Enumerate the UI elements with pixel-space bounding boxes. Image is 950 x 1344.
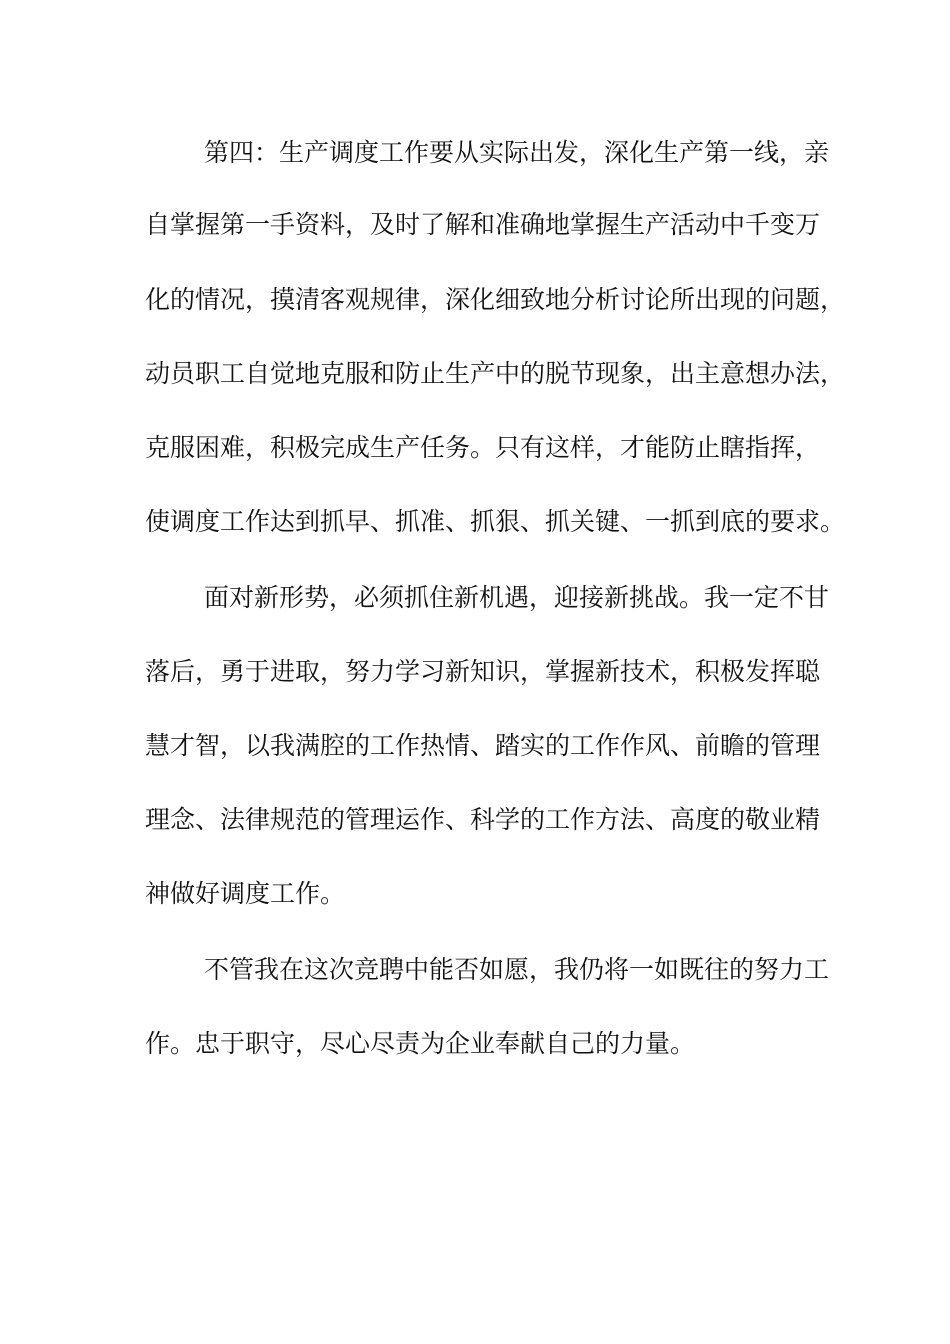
paragraph-1-line-5: 克服困难，积极完成生产任务。只有这样，才能防止瞎指挥，: [145, 433, 821, 462]
paragraph-1-line-3: 化的情况，摸清客观规律，深化细致地分析讨论所出现的问题，: [145, 285, 846, 314]
paragraph-3-line-2: 作。忠于职守，尽心尽责为企业奉献自己的力量。: [145, 1029, 696, 1058]
paragraph-2-line-4: 理念、法律规范的管理运作、科学的工作方法、高度的敬业精: [145, 805, 821, 834]
paragraph-2-line-1: 面对新形势，必须抓住新机遇，迎接新挑战。我一定不甘: [204, 583, 830, 612]
paragraph-1-line-6: 使调度工作达到抓早、抓准、抓狠、抓关键、一抓到底的要求。: [145, 507, 846, 536]
paragraph-2-line-3: 慧才智，以我满腔的工作热情、踏实的工作作风、前瞻的管理: [145, 731, 821, 760]
paragraph-2-line-2: 落后，勇于进取，努力学习新知识，掌握新技术，积极发挥聪: [145, 657, 821, 686]
paragraph-2-line-5: 神做好调度工作。: [145, 879, 346, 908]
paragraph-1-line-4: 动员职工自觉地克服和防止生产中的脱节现象，出主意想办法，: [145, 359, 846, 388]
paragraph-1-line-1: 第四：生产调度工作要从实际出发，深化生产第一线，亲: [204, 138, 830, 167]
paragraph-1-line-2: 自掌握第一手资料，及时了解和准确地掌握生产活动中千变万: [145, 210, 821, 239]
paragraph-3-line-1: 不管我在这次竞聘中能否如愿，我仍将一如既往的努力工: [204, 955, 830, 984]
